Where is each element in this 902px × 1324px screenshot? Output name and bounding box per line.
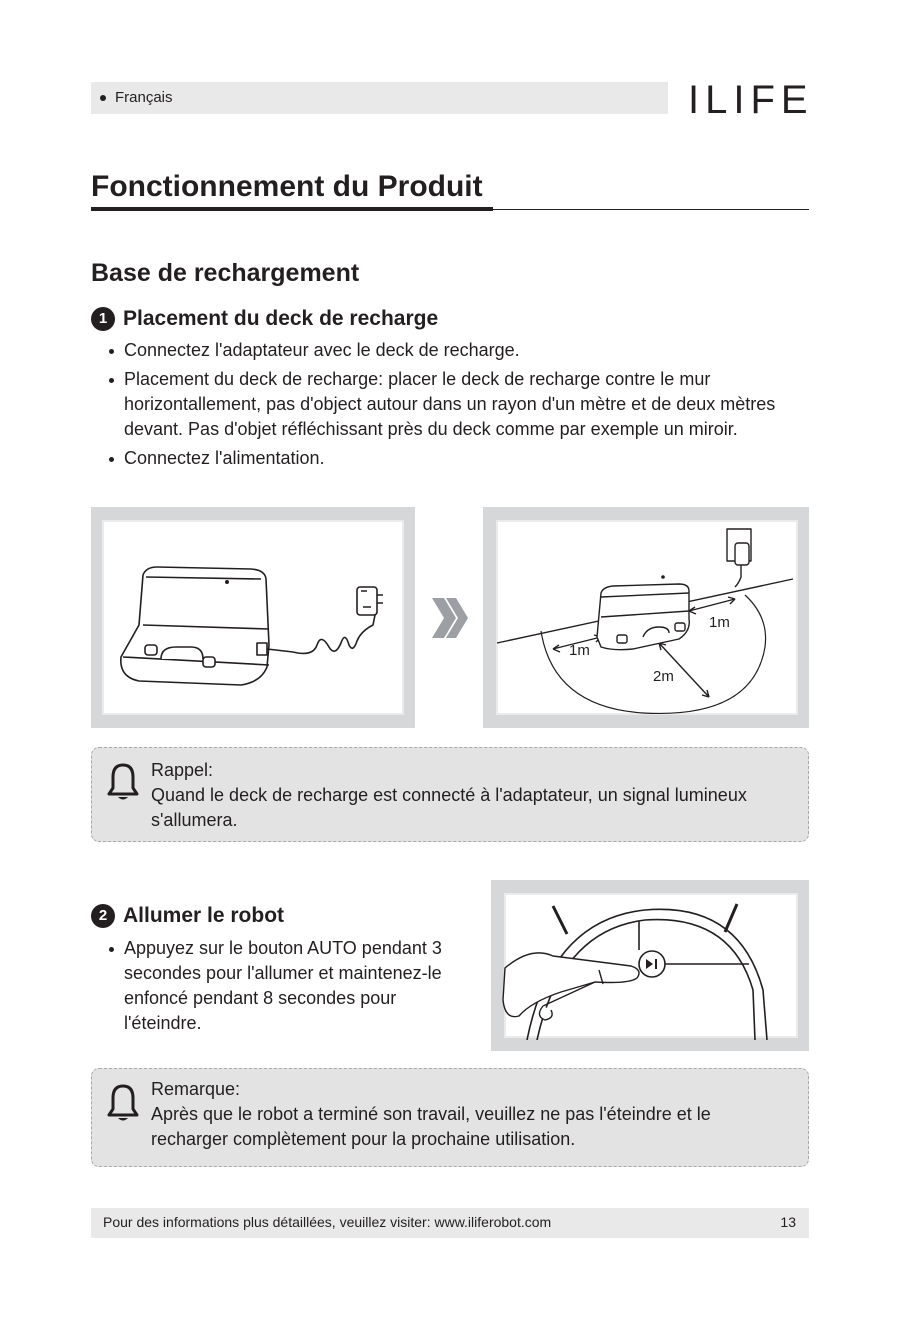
step-number: 2 xyxy=(91,904,115,928)
note-text xyxy=(151,758,791,833)
page-title: Fonctionnement du Produit xyxy=(91,170,483,203)
next-arrow-icon xyxy=(430,596,470,645)
note-remarque xyxy=(91,1068,809,1167)
figure-dock-adapter xyxy=(91,507,415,728)
list-item: Connectez l'adaptateur avec le deck de recharge. xyxy=(91,338,813,363)
note-heading: Rappel: xyxy=(151,760,214,780)
step-2-bullets xyxy=(91,936,461,1040)
figure-dock-placement xyxy=(483,507,809,728)
language-bar xyxy=(91,82,668,114)
page-footer xyxy=(91,1208,809,1238)
list-item: Connectez l'alimentation. xyxy=(91,446,813,471)
distance-label-front: 2m xyxy=(653,668,674,685)
bell-icon xyxy=(106,762,140,807)
step-title: Allumer le robot xyxy=(123,904,285,927)
page-number: 13 xyxy=(780,1214,796,1230)
note-body: Quand le deck de recharge est connecté à l'adaptateur, un signal lumineux s'allumera. xyxy=(151,785,747,830)
robot-button-illustration xyxy=(491,880,809,1051)
bullet-dot xyxy=(100,95,106,101)
placement-diagram xyxy=(483,507,809,728)
step-2-heading xyxy=(91,902,284,930)
language-label: Français xyxy=(115,89,173,106)
bell-icon xyxy=(106,1083,140,1128)
brand-logo: ILIFE xyxy=(688,78,814,122)
note-body: Après que le robot a terminé son travail, veuillez ne pas l'éteindre et le recharger complètement pour la prochaine utilisation. xyxy=(151,1104,711,1149)
note-rappel xyxy=(91,747,809,842)
section-title: Base de rechargement xyxy=(91,259,360,287)
step-1-heading xyxy=(91,305,438,333)
step-1-bullets xyxy=(91,338,813,475)
figure-power-button xyxy=(491,880,809,1051)
list-item: Placement du deck de recharge: placer le deck de recharge contre le mur horizontallement, pas d'object autour dans un rayon d'un mètre et de deux mètres devant. Pas d'objet réfléchissant près du deck comme par exemple un miroir. xyxy=(91,367,813,442)
distance-label-left: 1m xyxy=(569,642,590,659)
note-heading: Remarque: xyxy=(151,1079,241,1099)
title-underline-bold xyxy=(91,207,493,211)
step-number: 1 xyxy=(91,307,115,331)
step-title: Placement du deck de recharge xyxy=(123,307,439,330)
dock-illustration xyxy=(91,507,415,728)
note-text xyxy=(151,1077,791,1152)
footer-text: Pour des informations plus détaillées, veuillez visiter: www.iliferobot.com xyxy=(103,1214,552,1230)
distance-label-right: 1m xyxy=(709,614,730,631)
list-item: Appuyez sur le bouton AUTO pendant 3 secondes pour l'allumer et maintenez-le enfoncé pendant 8 secondes pour l'éteindre. xyxy=(91,936,461,1036)
play-pause-icon xyxy=(646,959,657,969)
